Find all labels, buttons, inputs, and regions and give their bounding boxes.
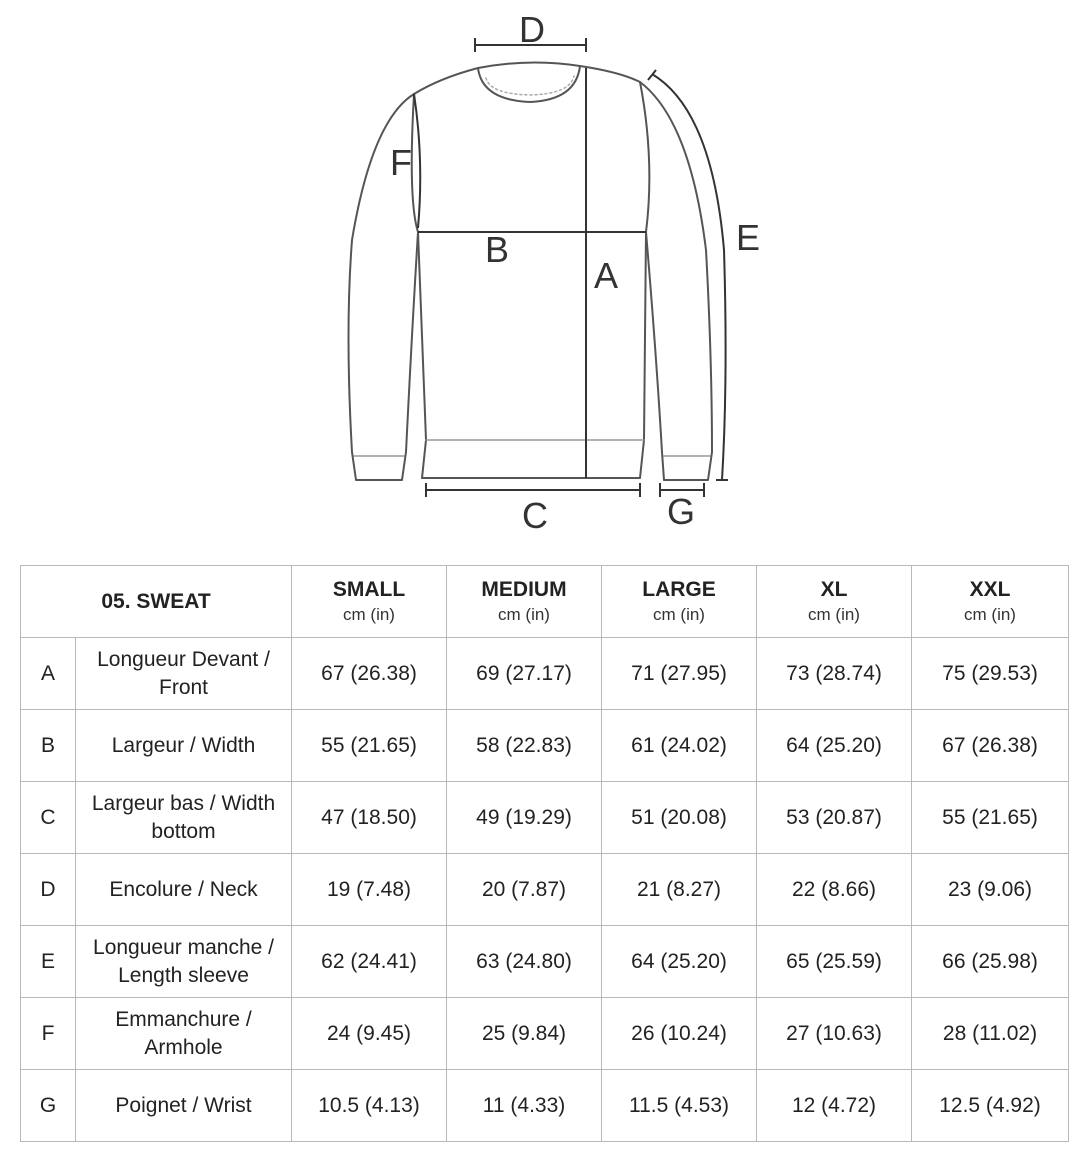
cell-value: 22 (8.66) (757, 854, 912, 926)
cell-value: 47 (18.50) (292, 782, 447, 854)
table-row-b (21, 710, 1069, 782)
row-label: Longueur manche / Length sleeve (76, 926, 292, 998)
cell-value: 67 (26.38) (292, 638, 447, 710)
cell-value: 69 (27.17) (447, 638, 602, 710)
cell-value: 12 (4.72) (757, 1070, 912, 1142)
size-header-small (292, 566, 447, 638)
cell-value: 66 (25.98) (912, 926, 1069, 998)
cell-value: 64 (25.20) (757, 710, 912, 782)
cell-value: 61 (24.02) (602, 710, 757, 782)
cell-value: 63 (24.80) (447, 926, 602, 998)
cell-value: 12.5 (4.92) (912, 1070, 1069, 1142)
label-d: D (519, 9, 545, 50)
row-label: Poignet / Wrist (76, 1070, 292, 1142)
size-header-medium (447, 566, 602, 638)
size-chart-table (20, 565, 1069, 1142)
cell-value: 53 (20.87) (757, 782, 912, 854)
row-code: E (21, 926, 76, 998)
cell-value: 21 (8.27) (602, 854, 757, 926)
measurement-lines (414, 38, 728, 497)
row-code: F (21, 998, 76, 1070)
size-name: SMALL (332, 578, 406, 602)
cell-value: 75 (29.53) (912, 638, 1069, 710)
size-unit: cm (in) (808, 605, 860, 625)
size-unit: cm (in) (343, 605, 395, 625)
cell-value: 55 (21.65) (292, 710, 447, 782)
table-header-row (21, 566, 1069, 638)
sweatshirt-outline (349, 62, 713, 480)
sweatshirt-diagram (0, 0, 1085, 545)
cell-value: 73 (28.74) (757, 638, 912, 710)
cell-value: 55 (21.65) (912, 782, 1069, 854)
cell-value: 62 (24.41) (292, 926, 447, 998)
table-title: 05. SWEAT (21, 566, 292, 638)
size-name: XL (820, 578, 848, 602)
size-header-xl (757, 566, 912, 638)
row-label: Largeur bas / Width bottom (76, 782, 292, 854)
table-row-e (21, 926, 1069, 998)
size-name: LARGE (642, 578, 716, 602)
cell-value: 23 (9.06) (912, 854, 1069, 926)
size-header-large (602, 566, 757, 638)
cell-value: 67 (26.38) (912, 710, 1069, 782)
cell-value: 51 (20.08) (602, 782, 757, 854)
row-code: C (21, 782, 76, 854)
row-label: Largeur / Width (76, 710, 292, 782)
size-header-xxl (912, 566, 1069, 638)
row-code: B (21, 710, 76, 782)
cell-value: 11.5 (4.53) (602, 1070, 757, 1142)
cell-value: 11 (4.33) (447, 1070, 602, 1142)
cell-value: 28 (11.02) (912, 998, 1069, 1070)
row-code: A (21, 638, 76, 710)
size-name: XXL (969, 578, 1011, 602)
cell-value: 58 (22.83) (447, 710, 602, 782)
cell-value: 49 (19.29) (447, 782, 602, 854)
size-unit: cm (in) (964, 605, 1016, 625)
cell-value: 64 (25.20) (602, 926, 757, 998)
table-row-f (21, 998, 1069, 1070)
label-a: A (593, 255, 619, 296)
cell-value: 20 (7.87) (447, 854, 602, 926)
cell-value: 10.5 (4.13) (292, 1070, 447, 1142)
row-code: D (21, 854, 76, 926)
label-b: B (484, 229, 510, 270)
table-row-c (21, 782, 1069, 854)
cell-value: 65 (25.59) (757, 926, 912, 998)
row-label: Encolure / Neck (76, 854, 292, 926)
cell-value: 27 (10.63) (757, 998, 912, 1070)
row-code: G (21, 1070, 76, 1142)
size-name: MEDIUM (481, 578, 567, 602)
row-label: Emmanchure / Armhole (76, 998, 292, 1070)
cell-value: 19 (7.48) (292, 854, 447, 926)
size-unit: cm (in) (498, 605, 550, 625)
cell-value: 71 (27.95) (602, 638, 757, 710)
cell-value: 26 (10.24) (602, 998, 757, 1070)
table-row-g (21, 1070, 1069, 1142)
cell-value: 24 (9.45) (292, 998, 447, 1070)
label-f: F (390, 142, 412, 183)
size-unit: cm (in) (653, 605, 705, 625)
label-g: G (666, 491, 696, 532)
label-e: E (735, 217, 761, 258)
cell-value: 25 (9.84) (447, 998, 602, 1070)
table-row-a (21, 638, 1069, 710)
table-row-d (21, 854, 1069, 926)
label-c: C (522, 495, 548, 536)
row-label: Longueur Devant / Front (76, 638, 292, 710)
